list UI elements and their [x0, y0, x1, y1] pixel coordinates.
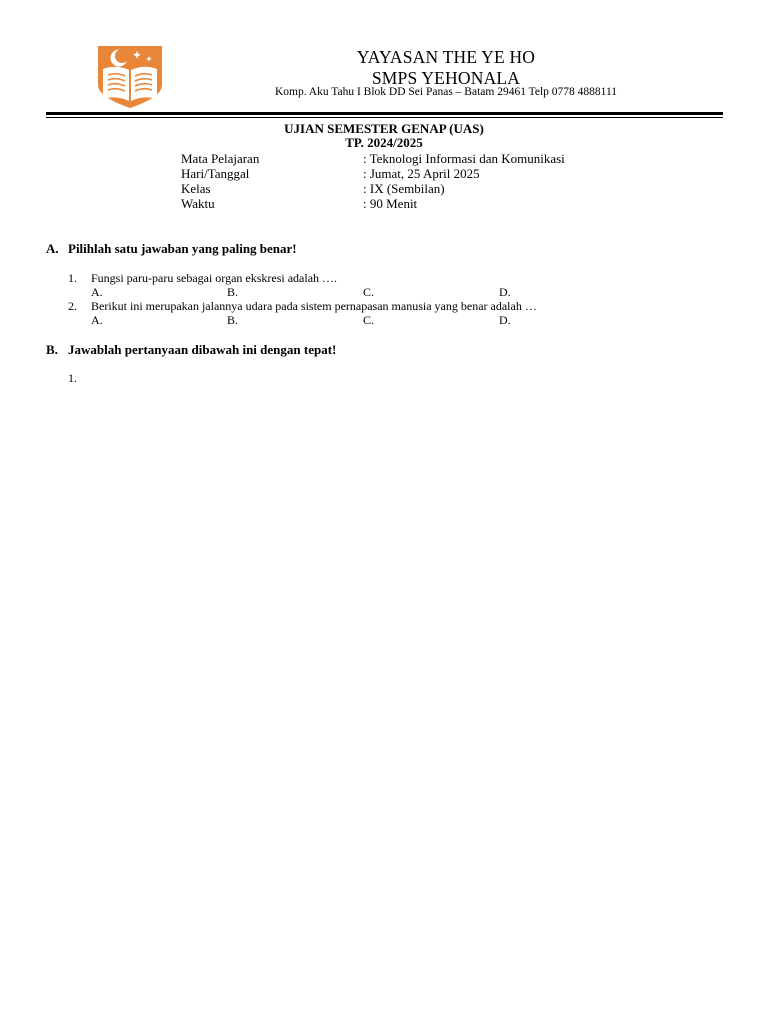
option-a: A. [91, 313, 103, 327]
section-letter: A. [46, 241, 59, 256]
option-b: B. [227, 313, 239, 327]
question-text: Berikut ini merupakan jalannya udara pada sistem pernapasan manusia yang benar adalah … [91, 299, 537, 313]
exam-year: TP. 2024/2025 [345, 135, 423, 150]
school-name: SMPS YEHONALA [371, 68, 521, 88]
option-c: C. [363, 285, 375, 299]
school-logo-icon [94, 43, 166, 109]
question-number: 1. [68, 371, 77, 385]
header-divider-thick [46, 112, 723, 115]
section-instruction: Pilihlah satu jawaban yang paling benar! [68, 241, 297, 256]
meta-label: Mata Pelajaran [181, 151, 260, 166]
meta-label: Kelas [181, 181, 211, 196]
section-a-heading [46, 241, 297, 257]
meta-label: Waktu [181, 196, 215, 211]
option-c: C. [363, 313, 375, 327]
option-a: A. [91, 285, 103, 299]
section-b-heading [46, 342, 336, 358]
foundation-name: YAYASAN THE YE HO [356, 47, 536, 67]
question-text: Fungsi paru-paru sebagai organ ekskresi adalah …. [91, 271, 338, 285]
school-address: Komp. Aku Tahu I Blok DD Sei Panas – Batam 29461 Telp 0778 4888111 [274, 86, 618, 98]
header-divider-thin [46, 117, 723, 118]
exam-title: UJIAN SEMESTER GENAP (UAS) [284, 121, 484, 136]
meta-value: : Jumat, 25 April 2025 [363, 166, 480, 181]
section-instruction: Jawablah pertanyaan dibawah ini dengan tepat! [68, 342, 337, 357]
question-number: 1. [68, 271, 77, 285]
option-d: D. [499, 313, 511, 327]
meta-value: : IX (Sembilan) [363, 181, 445, 196]
meta-value: : 90 Menit [363, 196, 418, 211]
question-number: 2. [68, 299, 77, 313]
meta-value: : Teknologi Informasi dan Komunikasi [363, 151, 565, 166]
meta-label: Hari/Tanggal [181, 166, 250, 181]
option-d: D. [499, 285, 511, 299]
section-letter: B. [46, 342, 58, 357]
option-b: B. [227, 285, 239, 299]
